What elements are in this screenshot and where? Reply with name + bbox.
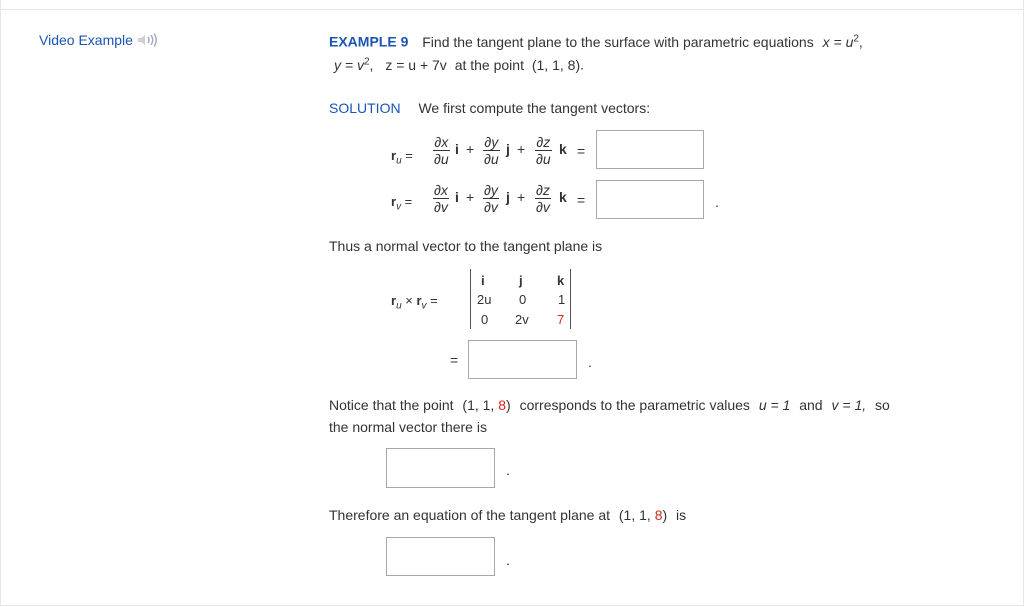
j-unit-1: j (506, 141, 510, 157)
det-cell-r3c1: 0 (481, 312, 489, 327)
notice-point: (1, 1, 8) (462, 397, 511, 413)
plane-equation-answer-box[interactable] (386, 537, 495, 576)
cross-product-answer-box[interactable] (468, 340, 577, 379)
i-unit-1: i (455, 141, 459, 157)
dz-dv-fraction: $\frac{\partial z}{\partial v}$ (536, 182, 550, 215)
therefore-text: Therefore an equation of the tangent plane at (329, 507, 610, 523)
example-prompt-line2: $y = v^2$, z = u + 7v at the point (1, 1, 8). (334, 56, 584, 73)
video-example-label: Video Example (39, 32, 133, 48)
v-value: v = 1, (831, 397, 867, 413)
det-cell-r3c2: 2v (515, 312, 529, 327)
k-unit-2: k (559, 189, 567, 205)
y-equation: $y = v^2$, (334, 56, 374, 73)
period-3: . (506, 462, 510, 478)
determinant-left-bar (470, 269, 471, 329)
rv-label: $r_v$ = (391, 194, 413, 213)
speaker-icon (137, 33, 159, 47)
k-unit-1: k (559, 141, 567, 157)
so-text: so (875, 397, 890, 413)
j-unit-2: j (506, 189, 510, 205)
period-2: . (588, 354, 592, 370)
dz-du-fraction: $\frac{\partial z}{\partial u}$ (536, 134, 551, 167)
normal-vector-text: Thus a normal vector to the tangent plane is (329, 238, 603, 254)
plus-sign-4: + (517, 189, 526, 205)
ru-label: $r_u$ = (391, 148, 413, 167)
therefore-line (329, 507, 686, 523)
and-text: and (799, 397, 823, 413)
therefore-point: (1, 1, 8) (618, 507, 668, 523)
equals-sign-2: = (577, 192, 586, 208)
period-1: . (715, 194, 719, 210)
plus-sign-3: + (466, 189, 475, 205)
example-label: EXAMPLE 9 (329, 33, 409, 50)
u-value: u = 1 (758, 397, 791, 413)
example-prompt: Find the tangent plane to the surface with parametric equations (422, 33, 814, 50)
dx-du-fraction: $\frac{\partial x}{\partial u}$ (434, 134, 449, 167)
notice-text: Notice that the point (329, 397, 454, 413)
example-prompt-line1 (329, 33, 863, 50)
dx-dv-fraction: $\frac{\partial x}{\partial v}$ (434, 182, 448, 215)
notice-line1 (329, 397, 890, 413)
det-cell-r3c3: 7 (557, 312, 565, 327)
at-the-point-text: at the point (454, 56, 524, 73)
rv-answer-box[interactable] (596, 180, 704, 219)
solution-line (329, 100, 650, 116)
determinant-right-bar (570, 269, 571, 329)
plus-sign-2: + (517, 141, 526, 157)
notice-rest: corresponds to the parametric values (519, 397, 750, 413)
ru-answer-box[interactable] (596, 130, 704, 169)
det-cell-r1c3: k (557, 273, 565, 288)
dy-dv-fraction: $\frac{\partial y}{\partial v}$ (484, 182, 498, 215)
det-cell-r2c3: 1 (558, 292, 566, 307)
therefore-is: is (676, 507, 687, 523)
z-equation: z = u + 7v (385, 56, 447, 73)
notice-line2: the normal vector there is (329, 419, 487, 435)
solution-label: SOLUTION (329, 100, 401, 116)
example-point: (1, 1, 8) (531, 56, 581, 73)
video-example-link[interactable] (39, 32, 159, 48)
normal-at-point-answer-box[interactable] (386, 448, 495, 488)
x-equation: $x = u^2$, (822, 33, 863, 50)
dy-du-fraction: $\frac{\partial y}{\partial u}$ (484, 134, 499, 167)
i-unit-2: i (455, 189, 459, 205)
equals-sign-3: = (450, 352, 459, 368)
plus-sign-1: + (466, 141, 475, 157)
period-4: . (506, 552, 510, 568)
equals-sign-1: = (577, 143, 586, 159)
det-cell-r2c1: 2u (477, 292, 492, 307)
cross-product-label: $r_u \times r_v$ = (391, 293, 438, 312)
det-cell-r1c1: i (481, 273, 485, 288)
det-cell-r1c2: j (519, 273, 523, 288)
solution-intro: We first compute the tangent vectors: (418, 100, 651, 116)
det-cell-r2c2: 0 (519, 292, 527, 307)
